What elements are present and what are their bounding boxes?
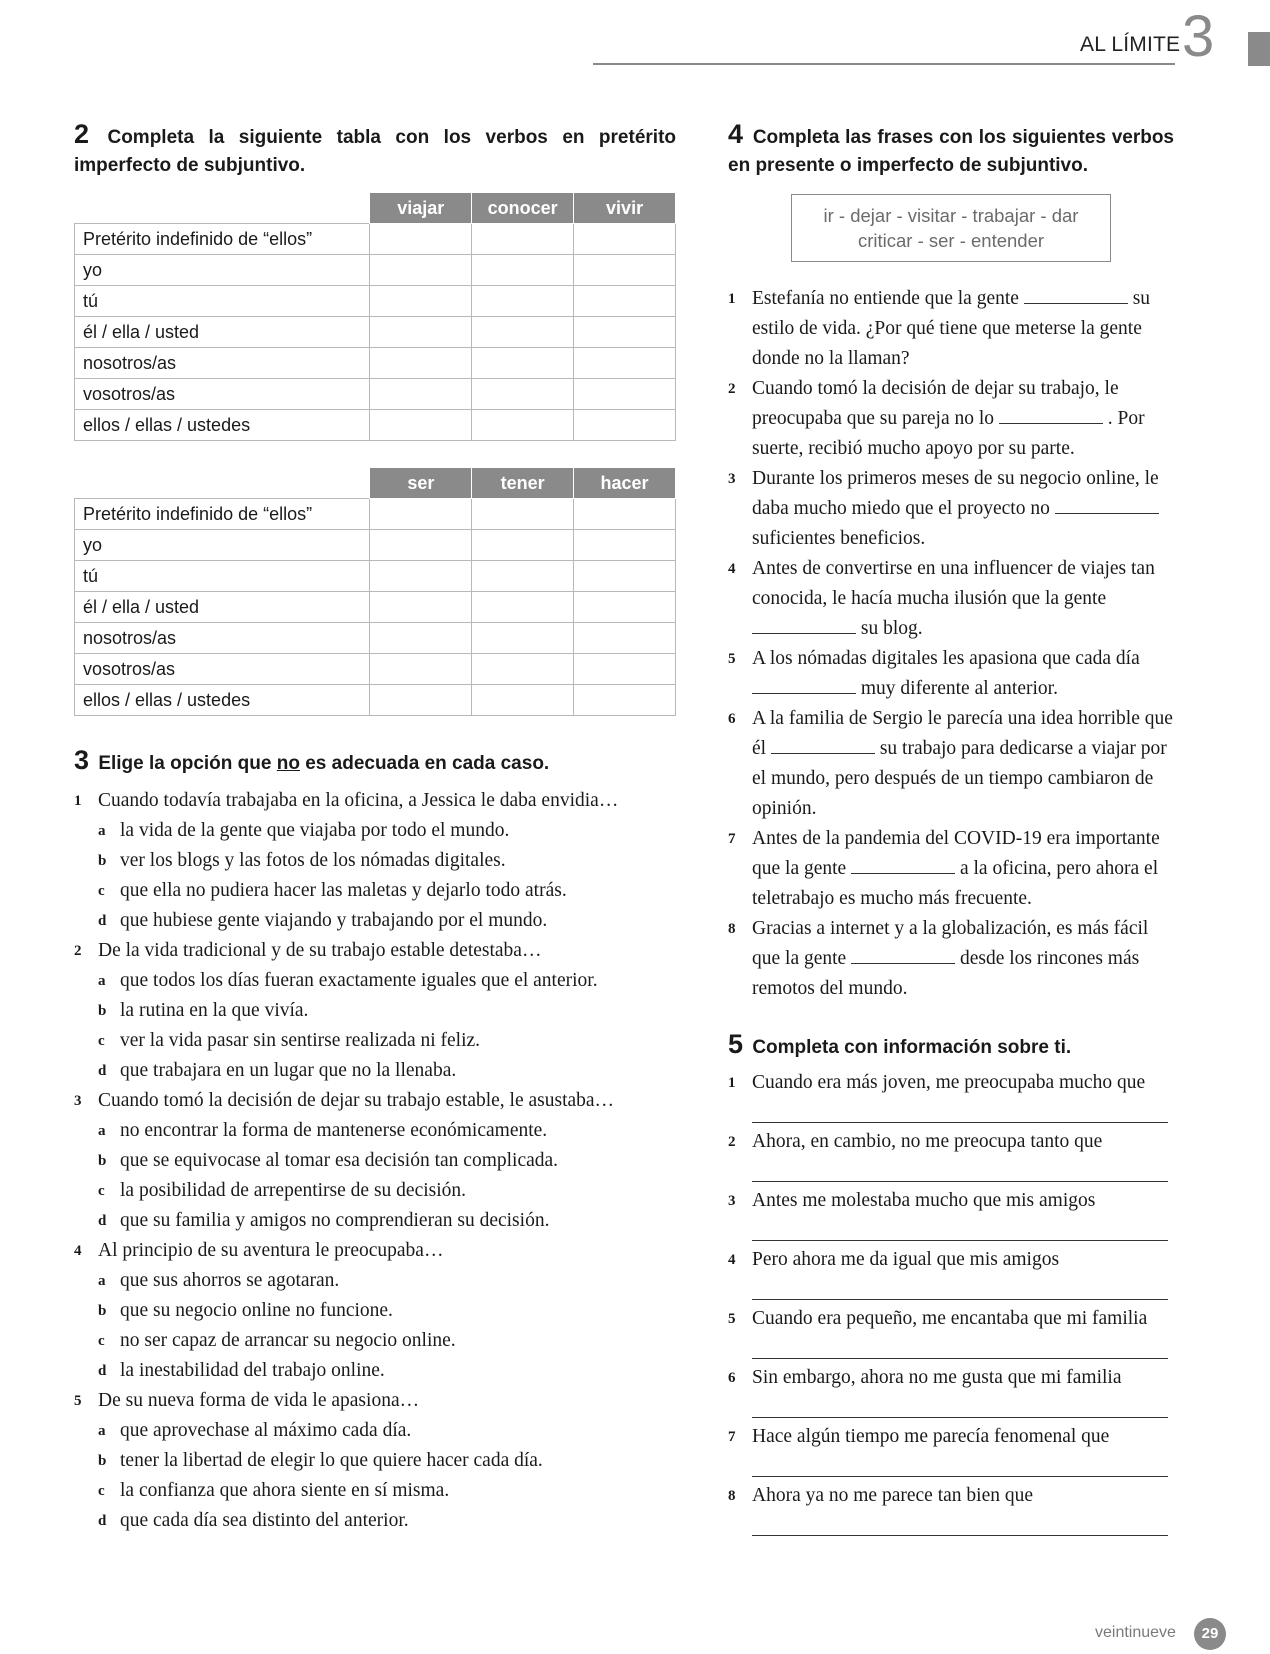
sentence-item — [728, 374, 1174, 464]
row-label: nosotros/as — [75, 348, 370, 379]
sentence-item — [728, 914, 1174, 1004]
answer-blank[interactable] — [1055, 512, 1159, 514]
option-letter: c — [98, 1483, 105, 1499]
answer-option[interactable] — [74, 1446, 676, 1476]
answer-cell[interactable] — [574, 561, 676, 592]
option-letter: b — [98, 1453, 107, 1469]
answer-option[interactable] — [74, 846, 676, 876]
row-label: nosotros/as — [75, 623, 370, 654]
table-row — [75, 623, 676, 654]
sentence-start: Antes de convertirse en una influencer de viajes tan conocida, le hacía mucha ilusión que la gente — [752, 558, 1155, 609]
item-prompt: Pero ahora me da igual que mis amigos — [752, 1249, 1060, 1270]
answer-cell[interactable] — [472, 654, 574, 685]
table-header-verb: hacer — [574, 468, 676, 499]
item-text — [752, 1481, 1174, 1536]
answer-option[interactable] — [74, 876, 676, 906]
option-text: no ser capaz de arrancar su negocio online. — [120, 1330, 456, 1351]
question-text: Cuando todavía trabajaba en la oficina, a Jessica le daba envidia… — [98, 790, 619, 811]
exercise-2-title — [74, 120, 676, 180]
answer-cell[interactable] — [574, 410, 676, 441]
answer-option[interactable] — [74, 1476, 676, 1506]
option-text: que cada día sea distinto del anterior. — [120, 1510, 409, 1531]
item-prompt: Cuando era más joven, me preocupaba mucho que — [752, 1072, 1146, 1093]
item-number: 8 — [728, 1488, 736, 1504]
item-number: 2 — [728, 1134, 736, 1150]
row-label: yo — [75, 255, 370, 286]
answer-cell[interactable] — [370, 654, 472, 685]
sentence-item — [728, 824, 1174, 914]
answer-blank[interactable] — [752, 692, 856, 694]
option-letter: a — [98, 1123, 106, 1139]
sentence-end: . Por suerte, recibió mucho apoyo por su parte. — [752, 408, 1145, 459]
sentence-number: 4 — [728, 561, 736, 577]
item-number: 6 — [728, 1370, 736, 1386]
answer-line[interactable] — [752, 1393, 1168, 1418]
option-text: la vida de la gente que viajaba por todo el mundo. — [120, 820, 510, 841]
answer-option[interactable] — [74, 1326, 676, 1356]
answer-cell[interactable] — [370, 561, 472, 592]
option-letter: a — [98, 1273, 106, 1289]
sentence-item — [728, 464, 1174, 554]
answer-cell[interactable] — [574, 592, 676, 623]
answer-cell[interactable] — [574, 255, 676, 286]
answer-cell[interactable] — [370, 224, 472, 255]
table-row — [75, 224, 676, 255]
answer-option[interactable] — [74, 816, 676, 846]
answer-option[interactable] — [74, 1206, 676, 1236]
item-number: 4 — [728, 1252, 736, 1268]
answer-option[interactable] — [74, 1146, 676, 1176]
table-header-verb: viajar — [370, 193, 472, 224]
question-text: Cuando tomó la decisión de dejar su trabajo estable, le asustaba… — [98, 1090, 615, 1111]
answer-cell[interactable] — [370, 530, 472, 561]
sentence-end: suficientes beneficios. — [752, 528, 926, 549]
option-text: la posibilidad de arrepentirse de su decisión. — [120, 1180, 467, 1201]
option-letter: b — [98, 853, 107, 869]
item-text — [752, 1245, 1174, 1300]
option-letter: b — [98, 1153, 107, 1169]
exercise-3-list — [74, 786, 676, 1536]
conjugation-table-2 — [74, 467, 676, 716]
row-label: él / ella / usted — [75, 592, 370, 623]
sentence-end: desde los rincones más remotos del mundo. — [752, 948, 1140, 999]
sentence-number: 7 — [728, 831, 736, 847]
answer-option[interactable] — [74, 1056, 676, 1086]
question-number: 3 — [74, 1093, 82, 1109]
sentence-text — [752, 284, 1174, 374]
option-text: que se equivocase al tomar esa decisión tan complicada. — [120, 1150, 559, 1171]
sentence-item — [728, 704, 1174, 824]
option-letter: d — [98, 1363, 107, 1379]
item-prompt: Hace algún tiempo me parecía fenomenal que — [752, 1426, 1110, 1447]
table-header-verb: vivir — [574, 193, 676, 224]
answer-line[interactable] — [752, 1452, 1168, 1477]
item-text — [752, 1127, 1174, 1182]
answer-cell[interactable] — [472, 685, 574, 716]
completion-item — [728, 1068, 1174, 1123]
sentence-text — [752, 914, 1174, 1004]
answer-cell[interactable] — [472, 592, 574, 623]
answer-cell[interactable] — [370, 317, 472, 348]
table-row — [75, 286, 676, 317]
word-bank-box — [791, 194, 1111, 262]
question-item — [74, 1086, 676, 1116]
option-text: la rutina en la que vivía. — [120, 1000, 309, 1021]
exercise-instruction: Completa la siguiente tabla con los verbos en pretérito imperfecto de subjuntivo. — [74, 127, 677, 176]
completion-item — [728, 1481, 1174, 1536]
exercise-number: 4 — [728, 119, 744, 149]
answer-option[interactable] — [74, 1026, 676, 1056]
row-label: Pretérito indefinido de “ellos” — [75, 224, 370, 255]
question-text: De la vida tradicional y de su trabajo estable detestaba… — [98, 940, 542, 961]
answer-cell[interactable] — [472, 530, 574, 561]
question-number: 4 — [74, 1243, 82, 1259]
option-letter: a — [98, 973, 106, 989]
option-letter: c — [98, 883, 105, 899]
answer-blank[interactable] — [771, 752, 875, 754]
answer-line[interactable] — [752, 1157, 1168, 1182]
row-label: vosotros/as — [75, 654, 370, 685]
option-letter: b — [98, 1303, 107, 1319]
table-row — [75, 317, 676, 348]
answer-cell[interactable] — [472, 410, 574, 441]
row-label: yo — [75, 530, 370, 561]
answer-cell[interactable] — [370, 592, 472, 623]
question-text: Al principio de su aventura le preocupaba… — [98, 1240, 444, 1261]
row-label: él / ella / usted — [75, 317, 370, 348]
exercise-4-list — [728, 284, 1174, 1004]
question-text: De su nueva forma de vida le apasiona… — [98, 1390, 420, 1411]
question-item — [74, 936, 676, 966]
row-label: tú — [75, 561, 370, 592]
answer-option[interactable] — [74, 1176, 676, 1206]
question-number: 5 — [74, 1393, 82, 1409]
answer-line[interactable] — [752, 1216, 1168, 1241]
answer-cell[interactable] — [574, 623, 676, 654]
completion-item — [728, 1304, 1174, 1359]
page-number-word: veintinueve — [1095, 1624, 1176, 1641]
sentence-text — [752, 644, 1174, 704]
answer-line[interactable] — [752, 1511, 1168, 1536]
item-text — [752, 1363, 1174, 1418]
sentence-item — [728, 644, 1174, 704]
item-number: 3 — [728, 1193, 736, 1209]
sentence-text — [752, 554, 1174, 644]
exercise-number: 3 — [74, 745, 90, 775]
question-number: 2 — [74, 943, 82, 959]
sentence-start: Durante los primeros meses de su negocio online, le daba mucho miedo que el proyecto no — [752, 468, 1159, 519]
option-text: que su negocio online no funcione. — [120, 1300, 393, 1321]
question-item — [74, 1386, 676, 1416]
option-text: ver la vida pasar sin sentirse realizada ni feliz. — [120, 1030, 481, 1051]
answer-cell[interactable] — [472, 623, 574, 654]
answer-cell[interactable] — [370, 623, 472, 654]
row-label: ellos / ellas / ustedes — [75, 685, 370, 716]
exercise-5-list — [728, 1068, 1174, 1536]
item-prompt: Ahora ya no me parece tan bien que — [752, 1485, 1033, 1506]
word-bank-line: ir - dejar - visitar - trabajar - dar — [823, 205, 1079, 226]
item-number: 1 — [728, 1075, 736, 1091]
table-row — [75, 379, 676, 410]
answer-line[interactable] — [752, 1098, 1168, 1123]
answer-cell[interactable] — [370, 379, 472, 410]
answer-option[interactable] — [74, 1416, 676, 1446]
answer-option[interactable] — [74, 1356, 676, 1386]
exercise-instruction-part: es adecuada en cada caso. — [299, 753, 550, 774]
answer-option[interactable] — [74, 1506, 676, 1536]
answer-cell[interactable] — [574, 224, 676, 255]
exercise-instruction: Completa con información sobre ti. — [752, 1037, 1072, 1058]
completion-item — [728, 1127, 1174, 1182]
table-row — [75, 654, 676, 685]
exercise-number: 5 — [728, 1029, 744, 1059]
table-row — [75, 348, 676, 379]
answer-blank[interactable] — [851, 962, 955, 964]
sentence-end: su blog. — [860, 618, 923, 639]
table-row — [75, 410, 676, 441]
answer-cell[interactable] — [472, 499, 574, 530]
table-row — [75, 499, 676, 530]
option-letter: c — [98, 1333, 105, 1349]
sentence-start: Antes de la pandemia del COVID-19 era importante que la gente — [752, 828, 1160, 879]
answer-cell[interactable] — [574, 530, 676, 561]
answer-cell[interactable] — [472, 224, 574, 255]
row-label: tú — [75, 286, 370, 317]
sentence-number: 8 — [728, 921, 736, 937]
answer-blank[interactable] — [851, 872, 955, 874]
answer-cell[interactable] — [370, 255, 472, 286]
exercise-number: 2 — [74, 119, 90, 149]
unit-title: AL LÍMITE — [1080, 33, 1181, 56]
right-column — [728, 120, 1174, 1540]
answer-option[interactable] — [74, 1266, 676, 1296]
option-letter: d — [98, 1213, 107, 1229]
option-text: la confianza que ahora siente en sí misma. — [120, 1480, 450, 1501]
question-number: 1 — [74, 793, 82, 809]
answer-cell[interactable] — [370, 410, 472, 441]
item-prompt: Sin embargo, ahora no me gusta que mi familia — [752, 1367, 1122, 1388]
sentence-item — [728, 554, 1174, 644]
answer-cell[interactable] — [370, 286, 472, 317]
left-column — [74, 120, 676, 1536]
answer-cell[interactable] — [472, 317, 574, 348]
row-label: vosotros/as — [75, 379, 370, 410]
sentence-start: A la familia de Sergio le parecía una idea horrible que él — [752, 708, 1173, 759]
answer-option[interactable] — [74, 906, 676, 936]
table-header-verb: tener — [472, 468, 574, 499]
sentence-start: Cuando tomó la decisión de dejar su trabajo, le preocupaba que su pareja no lo — [752, 378, 1119, 429]
item-number: 5 — [728, 1311, 736, 1327]
exercise-4-title — [728, 120, 1174, 180]
option-text: que trabajara en un lugar que no la llenaba. — [120, 1060, 457, 1081]
item-text — [752, 1068, 1174, 1123]
answer-cell[interactable] — [574, 286, 676, 317]
sentence-text — [752, 824, 1174, 914]
option-text: que hubiese gente viajando y trabajando por el mundo. — [120, 910, 548, 931]
sentence-text — [752, 464, 1174, 554]
exercise-5-title — [728, 1030, 1174, 1062]
item-text — [752, 1304, 1174, 1359]
answer-cell[interactable] — [574, 654, 676, 685]
answer-cell[interactable] — [472, 286, 574, 317]
table-header-verb: conocer — [472, 193, 574, 224]
sentence-item — [728, 284, 1174, 374]
table-row — [75, 592, 676, 623]
sentence-start: A los nómadas digitales les apasiona que cada día — [752, 648, 1140, 669]
sentence-text — [752, 374, 1174, 464]
answer-cell[interactable] — [574, 499, 676, 530]
item-text — [752, 1422, 1174, 1477]
table-row — [75, 530, 676, 561]
item-prompt: Ahora, en cambio, no me preocupa tanto que — [752, 1131, 1103, 1152]
sentence-start: Estefanía no entiende que la gente — [752, 288, 1019, 309]
item-number: 7 — [728, 1429, 736, 1445]
sentence-number: 3 — [728, 471, 736, 487]
answer-line[interactable] — [752, 1275, 1168, 1300]
answer-cell[interactable] — [472, 561, 574, 592]
answer-cell[interactable] — [472, 379, 574, 410]
completion-item — [728, 1186, 1174, 1241]
option-text: que sus ahorros se agotaran. — [120, 1270, 340, 1291]
answer-blank[interactable] — [752, 632, 856, 634]
answer-blank[interactable] — [999, 422, 1103, 424]
answer-cell[interactable] — [472, 255, 574, 286]
word-bank-line: criticar - ser - entender — [857, 230, 1045, 251]
table-header-blank — [75, 193, 370, 224]
question-item — [74, 1236, 676, 1266]
answer-option[interactable] — [74, 1116, 676, 1146]
completion-item — [728, 1363, 1174, 1418]
answer-cell[interactable] — [574, 317, 676, 348]
exercise-instruction-part: Elige la opción que — [98, 753, 277, 774]
answer-option[interactable] — [74, 1296, 676, 1326]
header-rule — [593, 63, 1175, 65]
completion-item — [728, 1422, 1174, 1477]
option-letter: d — [98, 1063, 107, 1079]
sentence-number: 2 — [728, 381, 736, 397]
sentence-number: 5 — [728, 651, 736, 667]
option-text: que su familia y amigos no comprendieran su decisión. — [120, 1210, 550, 1231]
table-header-verb: ser — [370, 468, 472, 499]
sentence-text — [752, 704, 1174, 824]
option-text: no encontrar la forma de mantenerse económicamente. — [120, 1120, 548, 1141]
answer-cell[interactable] — [472, 348, 574, 379]
unit-number: 3 — [1182, 4, 1215, 69]
exercise-instruction-emphasis: no — [276, 753, 300, 774]
option-text: tener la libertad de elegir lo que quiere hacer cada día. — [120, 1450, 543, 1471]
option-letter: a — [98, 823, 106, 839]
option-text: ver los blogs y las fotos de los nómadas digitales. — [120, 850, 506, 871]
sentence-end: su trabajo para dedicarse a viajar por el mundo, pero después de un tiempo cambiaron de opinión. — [752, 738, 1167, 819]
answer-line[interactable] — [752, 1334, 1168, 1359]
table-row — [75, 255, 676, 286]
sentence-end: a la oficina, pero ahora el teletrabajo es mucho más frecuente. — [752, 858, 1159, 909]
table-row — [75, 685, 676, 716]
option-letter: d — [98, 913, 107, 929]
option-letter: b — [98, 1003, 107, 1019]
answer-cell[interactable] — [370, 685, 472, 716]
sentence-number: 1 — [728, 291, 736, 307]
page-number-badge: 29 — [1194, 1618, 1226, 1650]
sentence-end: su estilo de vida. ¿Por qué tiene que meterse la gente donde no la llaman? — [752, 288, 1151, 369]
item-prompt: Antes me molestaba mucho que mis amigos — [752, 1190, 1096, 1211]
option-letter: a — [98, 1423, 106, 1439]
answer-blank[interactable] — [1024, 302, 1128, 304]
option-text: la inestabilidad del trabajo online. — [120, 1360, 385, 1381]
sentence-start: Gracias a internet y a la globalización, es más fácil que la gente — [752, 918, 1149, 969]
option-text: que todos los días fueran exactamente iguales que el anterior. — [120, 970, 598, 991]
table-header-blank — [75, 468, 370, 499]
answer-cell[interactable] — [370, 499, 472, 530]
row-label: Pretérito indefinido de “ellos” — [75, 499, 370, 530]
answer-cell[interactable] — [574, 379, 676, 410]
option-letter: c — [98, 1033, 105, 1049]
answer-option[interactable] — [74, 996, 676, 1026]
option-letter: d — [98, 1513, 107, 1529]
unit-tab-marker — [1248, 32, 1270, 66]
exercise-3-title — [74, 746, 676, 778]
answer-cell[interactable] — [574, 348, 676, 379]
sentence-end: muy diferente al anterior. — [860, 678, 1058, 699]
item-prompt: Cuando era pequeño, me encantaba que mi familia — [752, 1308, 1148, 1329]
answer-option[interactable] — [74, 966, 676, 996]
item-text — [752, 1186, 1174, 1241]
option-text: que aprovechase al máximo cada día. — [120, 1420, 412, 1441]
table-row — [75, 561, 676, 592]
row-label: ellos / ellas / ustedes — [75, 410, 370, 441]
question-item — [74, 786, 676, 816]
conjugation-table-1 — [74, 192, 676, 441]
sentence-number: 6 — [728, 711, 736, 727]
answer-cell[interactable] — [574, 685, 676, 716]
answer-cell[interactable] — [370, 348, 472, 379]
completion-item — [728, 1245, 1174, 1300]
option-text: que ella no pudiera hacer las maletas y dejarlo todo atrás. — [120, 880, 567, 901]
option-letter: c — [98, 1183, 105, 1199]
exercise-instruction: Completa las frases con los siguientes verbos en presente o imperfecto de subjuntivo. — [728, 127, 1175, 176]
